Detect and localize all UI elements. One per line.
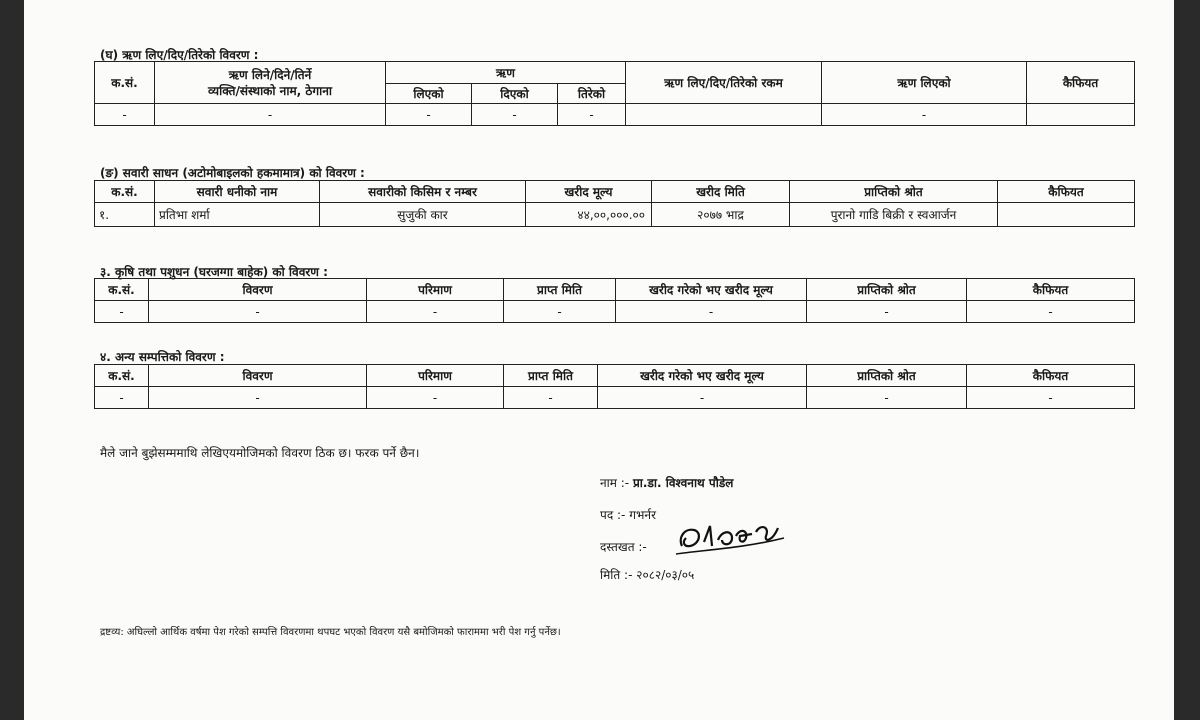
signatory-post-row <box>600 506 656 523</box>
agriculture-header: प्राप्त मिति <box>504 279 616 301</box>
other-cell: - <box>807 387 967 409</box>
loans-cell: - <box>822 104 1027 126</box>
loans-cell: - <box>558 104 626 126</box>
other-header: प्राप्त मिति <box>504 365 598 387</box>
vehicles-table <box>94 180 1135 227</box>
vehicles-header: कैफियत <box>998 181 1135 203</box>
vehicles-section-title: (ङ) सवारी साधन (अटोमोबाइलको हकमामात्र) को विवरण : <box>100 166 365 180</box>
table-row <box>95 104 1135 126</box>
signatory-date-row <box>600 566 694 583</box>
other-cell: - <box>95 387 149 409</box>
other-cell: - <box>367 387 504 409</box>
table-row <box>95 203 1135 227</box>
agriculture-table <box>94 278 1135 323</box>
table-row <box>95 301 1135 323</box>
table-row <box>95 387 1135 409</box>
loans-header-loan-group: ऋण <box>386 62 626 84</box>
signatory-name-row <box>600 474 733 491</box>
vehicles-cell: ४४,००,०००.०० <box>526 203 652 227</box>
agriculture-cell: - <box>95 301 149 323</box>
agriculture-header: क.सं. <box>95 279 149 301</box>
document-page <box>24 0 1174 720</box>
vehicles-header: क.सं. <box>95 181 155 203</box>
viewer-frame-right <box>1174 0 1200 720</box>
date-label: मिति :- <box>600 568 633 582</box>
agriculture-header: विवरण <box>149 279 367 301</box>
loans-section-title: (घ) ऋण लिए/दिए/तिरेको विवरण : <box>100 48 259 62</box>
loans-cell <box>626 104 822 126</box>
agriculture-header: परिमाण <box>367 279 504 301</box>
loans-cell: - <box>155 104 386 126</box>
loans-cell <box>1027 104 1135 126</box>
loans-header-name-line2: व्यक्ति/संस्थाको नाम, ठेगाना <box>208 83 332 98</box>
agriculture-cell: - <box>504 301 616 323</box>
vehicles-cell <box>998 203 1135 227</box>
viewer-frame-left <box>0 0 24 720</box>
vehicles-cell: १. <box>95 203 155 227</box>
agriculture-header: प्राप्तिको श्रोत <box>807 279 967 301</box>
loans-table <box>94 61 1135 126</box>
vehicles-cell: पुरानो गाडि बिक्री र स्वआर्जन <box>790 203 998 227</box>
vehicles-header: सवारीको किसिम र नम्बर <box>320 181 526 203</box>
vehicles-header: खरीद मूल्य <box>526 181 652 203</box>
other-section-title: ४. अन्य सम्पत्तिको विवरण : <box>100 350 225 364</box>
post-label: पद :- <box>600 508 626 522</box>
signatory-name: प्रा.डा. विश्वनाथ पौडेल <box>632 476 734 490</box>
other-cell: - <box>598 387 807 409</box>
agriculture-cell: - <box>616 301 807 323</box>
agriculture-header: खरीद गरेको भए खरीद मूल्य <box>616 279 807 301</box>
loans-header-amount: ऋण लिए/दिए/तिरेको रकम <box>626 62 822 104</box>
loans-cell: - <box>386 104 472 126</box>
other-cell: - <box>967 387 1135 409</box>
loans-cell: - <box>95 104 155 126</box>
loans-header-given: दिएको <box>472 84 558 104</box>
loans-header-paid: तिरेको <box>558 84 626 104</box>
agriculture-cell: - <box>967 301 1135 323</box>
loans-header-loan-taken: ऋण लिएको <box>822 62 1027 104</box>
declaration-text: मैले जाने बुझेसम्ममाथि लेखिएयमोजिमको विवरण ठिक छ। फरक पर्ने छैन। <box>100 446 420 460</box>
signatory-date: २०८२/०३/०५ <box>636 568 695 582</box>
other-cell: - <box>149 387 367 409</box>
vehicles-header: प्राप्तिको श्रोत <box>790 181 998 203</box>
other-header: क.सं. <box>95 365 149 387</box>
loans-header-name-line1: ऋण लिने/दिने/तिर्ने <box>228 67 312 82</box>
other-cell: - <box>504 387 598 409</box>
vehicles-header: सवारी धनीको नाम <box>155 181 320 203</box>
handwritten-signature <box>674 516 814 560</box>
vehicles-cell: २०७७ भाद्र <box>652 203 790 227</box>
name-label: नाम :- <box>600 476 630 490</box>
agriculture-cell: - <box>807 301 967 323</box>
other-header: प्राप्तिको श्रोत <box>807 365 967 387</box>
vehicles-header: खरीद मिति <box>652 181 790 203</box>
agriculture-cell: - <box>367 301 504 323</box>
other-header: खरीद गरेको भए खरीद मूल्य <box>598 365 807 387</box>
agriculture-cell: - <box>149 301 367 323</box>
sign-label: दस्तखत :- <box>600 540 647 554</box>
vehicles-cell: सुजुकी कार <box>320 203 526 227</box>
other-header: विवरण <box>149 365 367 387</box>
loans-header-remarks: कैफियत <box>1027 62 1135 104</box>
signatory-post: गभर्नर <box>629 508 656 522</box>
loans-header-sn: क.सं. <box>95 62 155 104</box>
agriculture-header: कैफियत <box>967 279 1135 301</box>
loans-header-taken: लिएको <box>386 84 472 104</box>
loans-header-name <box>155 62 386 104</box>
agriculture-section-title: ३. कृषि तथा पशुधन (घरजग्गा बाहेक) को विवरण : <box>100 265 328 279</box>
signatory-sign-row <box>600 538 647 555</box>
other-assets-table <box>94 364 1135 409</box>
footnote-text: द्रष्टव्य: अघिल्लो आर्थिक वर्षमा पेश गरेको सम्पत्ति विवरणमा थपघट भएको विवरण यसै बमोजिमको फाराममा भरी पेश गर्नु पर्नेछ। <box>100 627 561 638</box>
loans-cell: - <box>472 104 558 126</box>
other-header: परिमाण <box>367 365 504 387</box>
other-header: कैफियत <box>967 365 1135 387</box>
vehicles-cell: प्रतिभा शर्मा <box>155 203 320 227</box>
